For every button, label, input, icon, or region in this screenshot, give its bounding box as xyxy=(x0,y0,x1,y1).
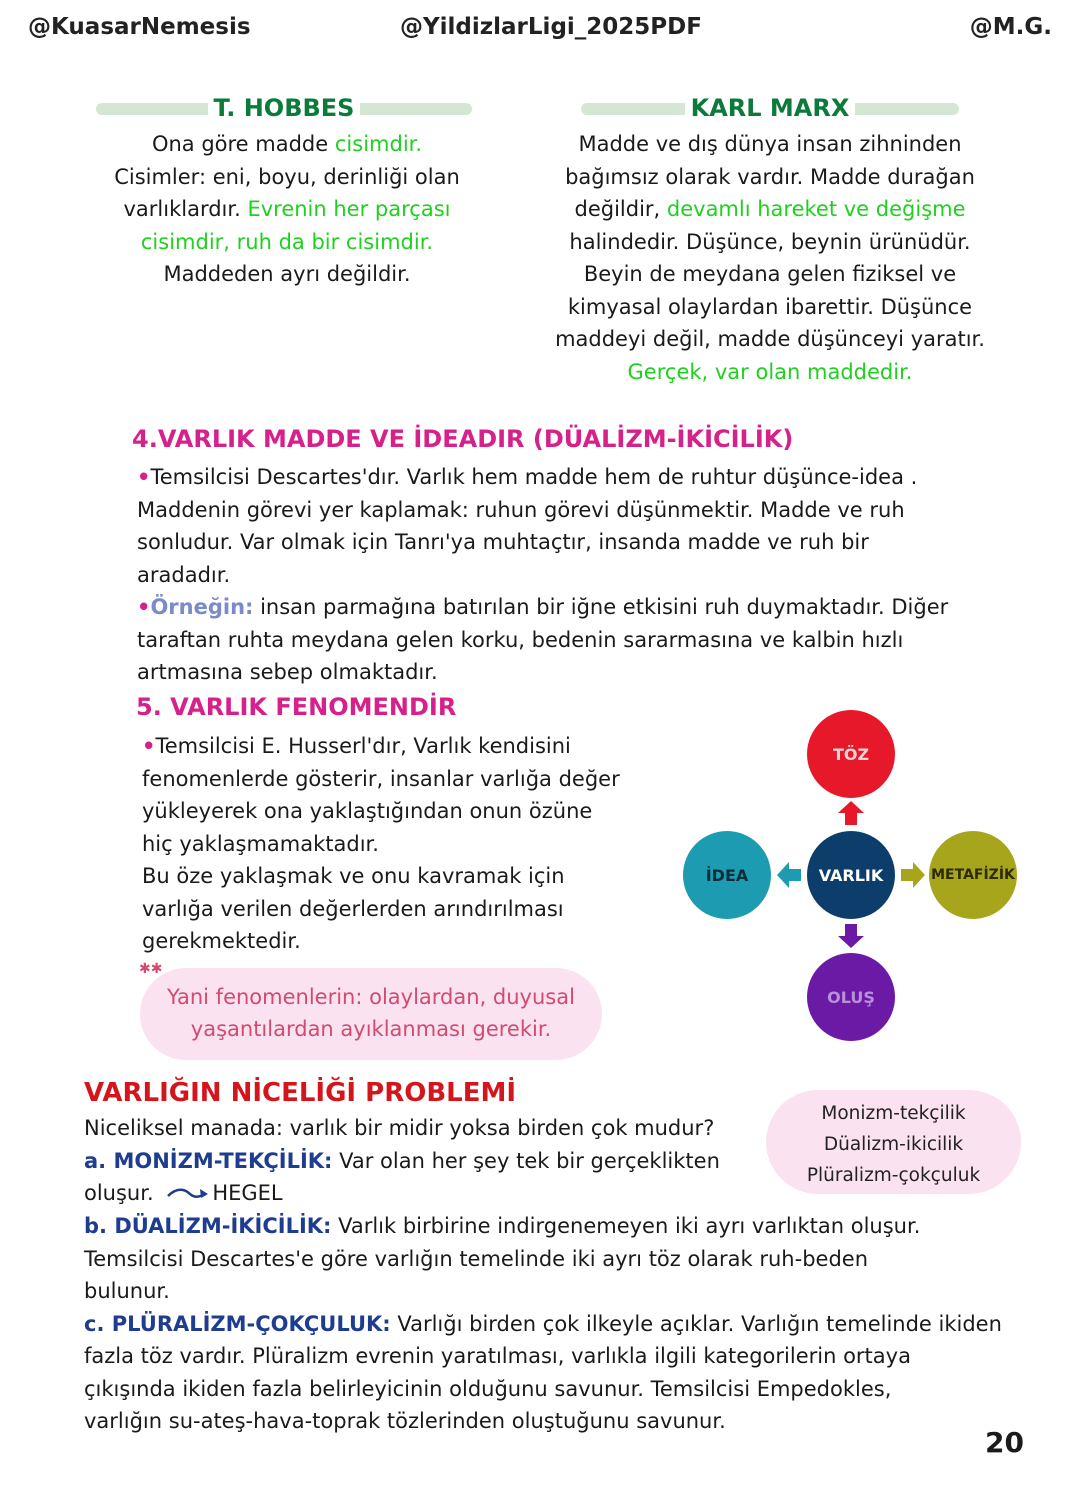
hobbes-line: varlıklardır. xyxy=(123,197,248,221)
pill-line: Plüralizm-çokçuluk xyxy=(806,1165,981,1186)
section4-line: Maddenin görevi yer kaplamak: ruhun görevi düşünmektir. Madde ve ruh xyxy=(137,497,905,522)
marx-text xyxy=(535,128,1005,388)
header-center-handle: @YildizlarLigi_2025PDF xyxy=(400,14,702,40)
diagram-node-toz: TÖZ xyxy=(807,710,895,798)
pill-line: Düalizm-ikicilik xyxy=(823,1134,964,1155)
header-left-handle: @KuasarNemesis xyxy=(28,14,251,40)
marx-line: Madde ve dış dünya insan zihninden xyxy=(578,132,962,156)
section4-line: taraftan ruhta meydana gelen korku, bedenin sararmasına ve kalbin hızlı xyxy=(137,627,904,652)
marx-line: maddeyi değil, madde düşünceyi yaratır. xyxy=(555,327,985,351)
quantity-title: VARLIĞIN NİCELİĞİ PROBLEMİ xyxy=(84,1078,517,1108)
marx-line: bağımsız olarak vardır. Madde durağan xyxy=(565,164,975,189)
section4-line: insan parmağına batırılan bir iğne etkisini ruh duymaktadır. Diğer xyxy=(253,595,949,619)
marx-line: kimyasal olaylardan ibarettir. Düşünce xyxy=(567,294,973,319)
section5-text xyxy=(142,730,662,958)
hobbes-text xyxy=(92,128,482,291)
monizm-label: a. MONİZM-TEKÇİLİK: xyxy=(84,1148,333,1173)
summary-pill xyxy=(766,1090,1021,1194)
header-right-handle: @M.G. xyxy=(969,14,1052,40)
bullet: • xyxy=(142,734,156,758)
hobbes-highlight: cisimdir, ruh da bir cisimdir. xyxy=(140,229,434,254)
quantity-line: fazla töz vardır. Plüralizm evrenin yaratılması, varlıkla ilgili kategorilerin ortaya xyxy=(84,1344,911,1368)
section4-line: aradadır. xyxy=(137,562,231,587)
pluralizm-label: c. PLÜRALİZM-ÇOKÇULUK: xyxy=(84,1311,391,1336)
quantity-line: çıkışında ikiden fazla belirleyicinin olduğunu savunur. Temsilcisi Empedokles, xyxy=(84,1376,892,1401)
section5-line: gerekmektedir. xyxy=(142,929,301,953)
diagram-node-varlik: VARLIK xyxy=(807,831,895,919)
section5-title: 5. VARLIK FENOMENDİR xyxy=(136,693,457,721)
hobbes-title-wrap xyxy=(96,94,472,122)
section4-title: 4.VARLIK MADDE VE İDEADIR (DÜALİZM-İKİCİLİK) xyxy=(132,425,794,453)
diagram-node-olus: OLUŞ xyxy=(807,953,895,1041)
sparkle-icon: ✱✱ xyxy=(139,961,163,977)
hobbes-line: Cisimler: eni, boyu, derinliği olan xyxy=(114,164,460,189)
pill-line: Monizm-tekçilik xyxy=(821,1103,966,1124)
section5-line: Bu öze yaklaşmak ve onu kavramak için xyxy=(142,864,565,888)
hegel-label: HEGEL xyxy=(212,1181,283,1205)
hobbes-title: T. HOBBES xyxy=(208,94,361,122)
note-line: yaşantılardan ayıklanması gerekir. xyxy=(190,1017,552,1041)
section5-line: Temsilcisi E. Husserl'dır, Varlık kendisini xyxy=(155,734,571,758)
quantity-text-bottom xyxy=(84,1210,1034,1438)
marx-highlight: Gerçek, var olan maddedir. xyxy=(627,359,913,384)
section4-text xyxy=(137,461,1017,689)
section4-line: Temsilcisi Descartes'dır. Varlık hem madde hem de ruhtur düşünce-idea . xyxy=(150,465,918,489)
arrow-down-icon xyxy=(838,924,864,948)
arrow-right-icon xyxy=(166,1186,210,1202)
marx-line: Beyin de meydana gelen fiziksel ve xyxy=(583,262,957,286)
dualizm-label: b. DÜALİZM-İKİCİLİK: xyxy=(84,1214,332,1238)
section5-line: varlığa verilen değerlerden arındırılması xyxy=(142,896,564,921)
hobbes-line: Maddeden ayrı değildir. xyxy=(163,262,411,286)
quantity-line: Temsilcisi Descartes'e göre varlığın temelinde iki ayrı töz olarak ruh-beden xyxy=(84,1246,869,1271)
hobbes-highlight: cisimdir. xyxy=(334,132,423,156)
arrow-left-icon xyxy=(777,862,801,888)
arrow-up-icon xyxy=(838,801,864,825)
page-number: 20 xyxy=(985,1426,1024,1459)
section5-line: hiç yaklaşmamaktadır. xyxy=(142,831,379,856)
bullet: • xyxy=(137,595,151,619)
example-label: Örneğin: xyxy=(150,595,254,619)
diagram-node-idea: İDEA xyxy=(683,831,771,919)
quantity-line: Varlığı birden çok ilkeyle açıklar. Varlığın temelinde ikiden xyxy=(390,1311,1002,1336)
quantity-question: Niceliksel manada: varlık bir midir yoksa birden çok mudur? xyxy=(84,1116,715,1140)
diagram-node-metafizik: METAFİZİK xyxy=(929,831,1017,919)
quantity-text-top xyxy=(84,1112,774,1210)
quantity-line: varlığın su-ateş-hava-toprak tözlerinden oluştuğunu savunur. xyxy=(84,1409,726,1433)
arrow-right-icon xyxy=(901,862,925,888)
marx-line: halindedir. Düşünce, beynin ürünüdür. xyxy=(569,229,971,254)
note-bubble xyxy=(140,968,602,1060)
marx-title-wrap xyxy=(581,94,959,122)
bullet: • xyxy=(137,465,151,489)
quantity-line: bulunur. xyxy=(84,1279,170,1303)
marx-line: değildir, xyxy=(574,197,667,221)
hobbes-line: Ona göre madde xyxy=(151,132,335,156)
section4-line: artmasına sebep olmaktadır. xyxy=(137,660,438,684)
section5-line: fenomenlerde gösterir, insanlar varlığa değer xyxy=(142,766,620,791)
note-line: Yani fenomenlerin: olaylardan, duyusal xyxy=(167,985,575,1009)
quantity-line: oluşur. xyxy=(84,1181,154,1205)
quantity-line: Var olan her şey tek bir gerçeklikten xyxy=(332,1148,720,1173)
quantity-line: Varlık birbirine indirgenemeyen iki ayrı varlıktan oluşur. xyxy=(331,1214,921,1238)
section5-line: yükleyerek ona yaklaştığından onun özüne xyxy=(142,799,593,823)
hobbes-highlight: Evrenin her parçası xyxy=(247,197,451,221)
marx-title: KARL MARX xyxy=(685,94,856,122)
marx-highlight: devamlı hareket ve değişme xyxy=(666,197,966,221)
section4-line: sonludur. Var olmak için Tanrı'ya muhtaçtır, insanda madde ve ruh bir xyxy=(137,530,869,554)
